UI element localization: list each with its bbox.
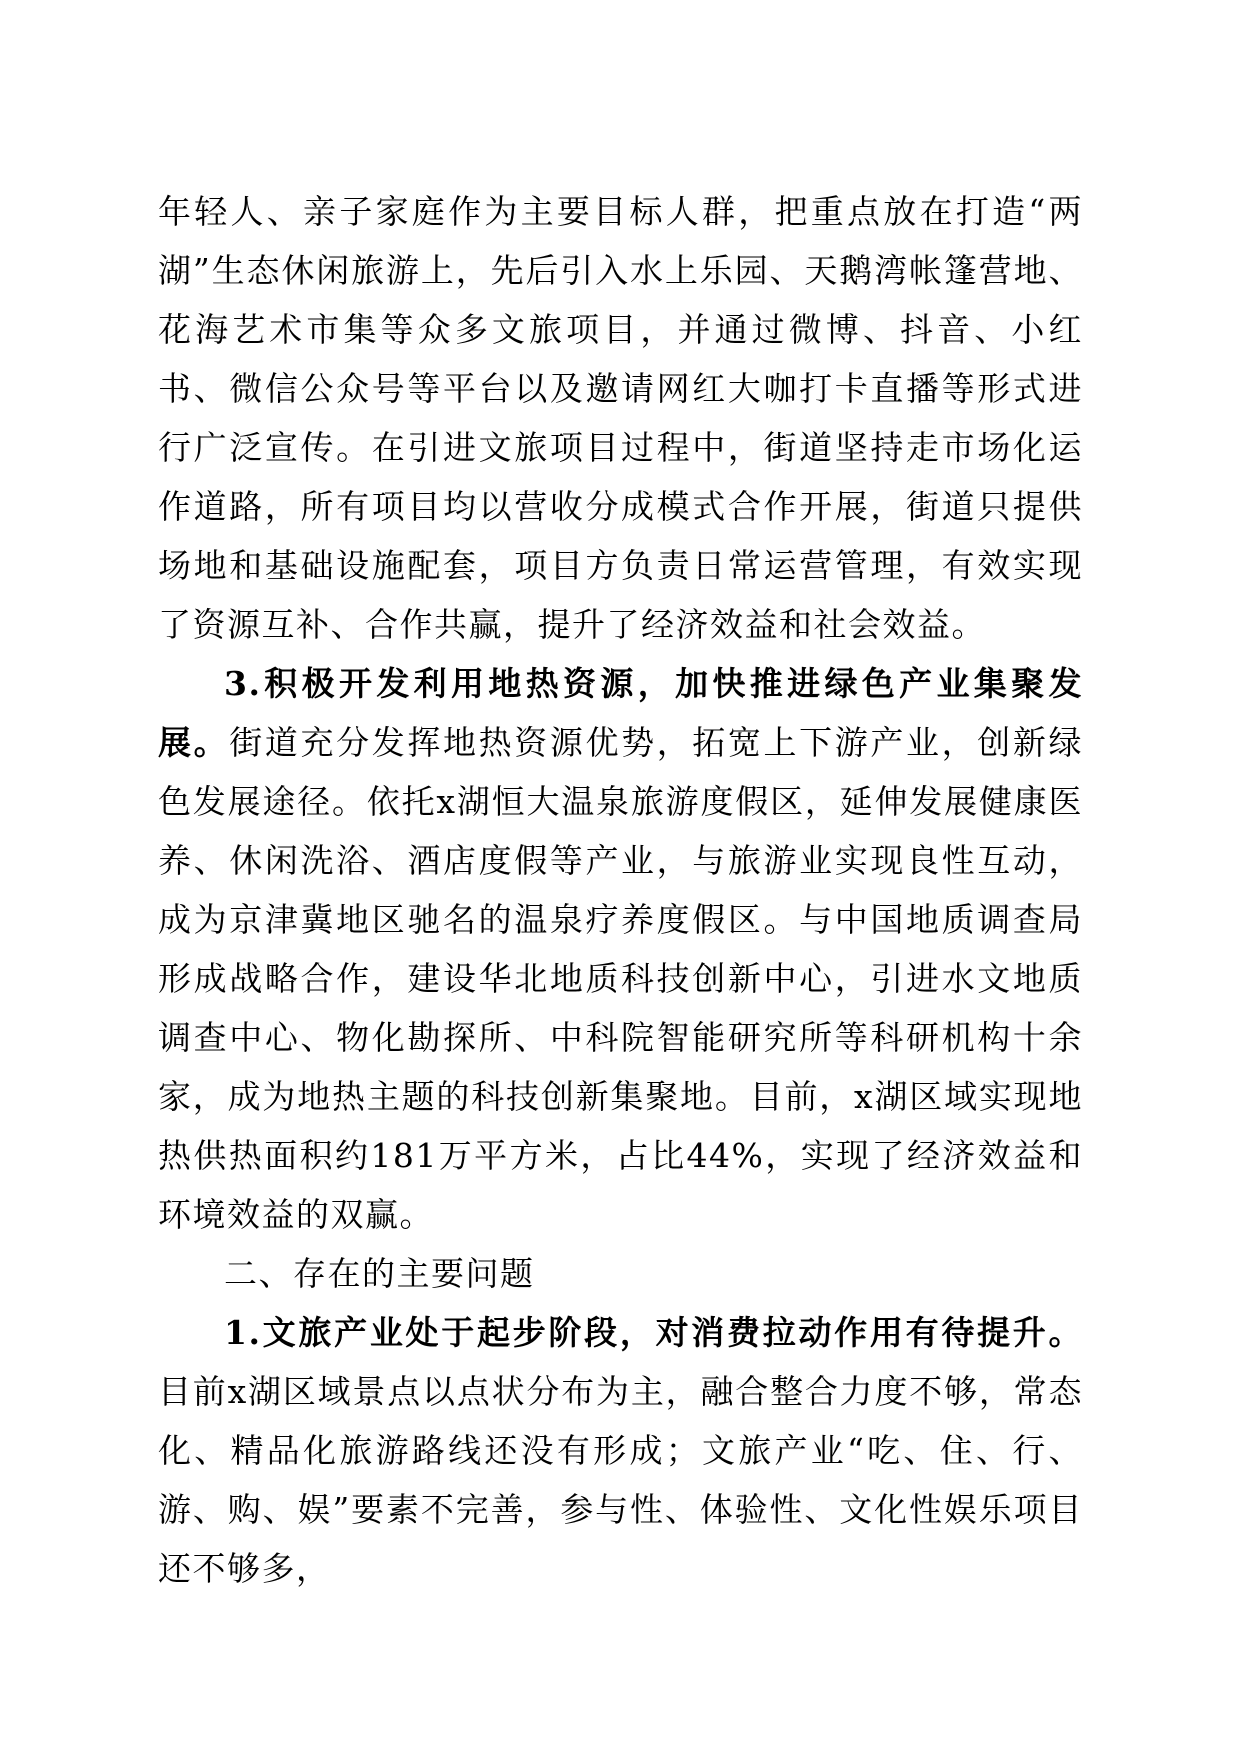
paragraph-geothermal	[158, 654, 1083, 1244]
document-body	[158, 182, 1083, 1598]
paragraph-text: 目前x湖区域景点以点状分布为主，融合整合力度不够，常态化、精品化旅游路线还没有形成；文旅产业“吃、住、行、游、购、娱”要素不完善，参与性、体验性、文化性娱乐项目还不够多，	[158, 1372, 1083, 1588]
paragraph-continuation	[158, 182, 1083, 654]
paragraph-text: 街道充分发挥地热资源优势，拓宽上下游产业，创新绿色发展途径。依托x湖恒大温泉旅游度假区，延伸发展健康医养、休闲洗浴、酒店度假等产业，与旅游业实现良性互动，成为京津冀地区驰名的温泉疗养度假区。与中国地质调查局形成战略合作，建设华北地质科技创新中心，引进水文地质调查中心、物化勘探所、中科院智能研究所等科研机构十余家，成为地热主题的科技创新集聚地。目前，x湖区域实现地热供热面积约181万平方米，占比44%，实现了经济效益和环境效益的双赢。	[158, 723, 1084, 1234]
paragraph-tourism-problem	[158, 1303, 1083, 1598]
paragraph-text: 年轻人、亲子家庭作为主要目标人群，把重点放在打造“两湖”生态休闲旅游上，先后引入水上乐园、天鹅湾帐篷营地、花海艺术市集等众多文旅项目，并通过微博、抖音、小红书、微信公众号等平台以及邀请网红大咖打卡直播等形式进行广泛宣传。在引进文旅项目过程中，街道坚持走市场化运作道路，所有项目均以营收分成模式合作开展，街道只提供场地和基础设施配套，项目方负责日常运营管理，有效实现了资源互补、合作共赢，提升了经济效益和社会效益。	[158, 192, 1083, 644]
section-heading-text: 二、存在的主要问题	[224, 1254, 535, 1293]
paragraph-lead: 3.积极开发利用地热资源，加快推进绿色产业集聚发展。	[158, 664, 1083, 762]
paragraph-lead: 1.文旅产业处于起步阶段，对消费拉动作用有待提升。	[224, 1313, 1083, 1352]
section-heading	[158, 1244, 1083, 1303]
